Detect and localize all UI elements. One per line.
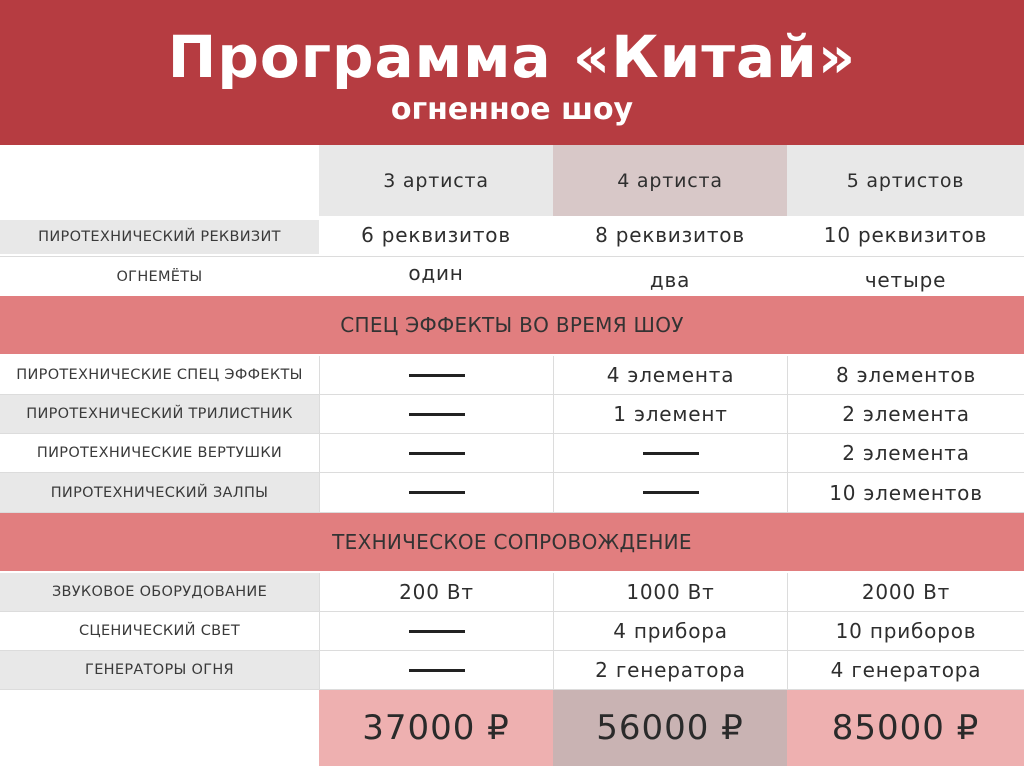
price-3-artists: 37000 ₽	[319, 690, 553, 766]
row-value: 4 генератора	[787, 651, 1024, 689]
table-row	[0, 612, 1024, 651]
row-value: 1000 Вт	[553, 573, 787, 611]
row-value: 8 элементов	[787, 356, 1024, 394]
dash-icon	[409, 491, 465, 494]
row-value: 10 элементов	[787, 473, 1024, 512]
row-value-empty	[553, 473, 787, 512]
row-value: 2 элемента	[787, 395, 1024, 433]
row-value-empty	[319, 434, 553, 472]
row-value: 6 реквизитов	[361, 223, 511, 247]
row-value: 10 реквизитов	[823, 223, 988, 247]
row-label: ПИРОТЕХНИЧЕСКИЙ ТРИЛИСТНИК	[0, 395, 319, 433]
table-row	[0, 473, 1024, 513]
section-header-effects: СПЕЦ ЭФФЕКТЫ ВО ВРЕМЯ ШОУ	[0, 296, 1024, 354]
row-value: 4 прибора	[553, 612, 787, 650]
table-row	[0, 356, 1024, 395]
row-label: ПИРОТЕХНИЧЕСКИЙ ЗАЛПЫ	[0, 473, 319, 512]
row-value-empty	[319, 395, 553, 433]
table-row	[0, 573, 1024, 612]
row-value: два	[649, 268, 691, 292]
column-header-4-artists: 4 артиста	[553, 145, 787, 216]
table-row	[0, 434, 1024, 473]
column-header-row	[0, 145, 1024, 216]
row-value: 2000 Вт	[787, 573, 1024, 611]
row-value: 2 генератора	[553, 651, 787, 689]
dash-icon	[409, 669, 465, 672]
row-value: четыре	[864, 268, 947, 292]
column-header-3-artists: 3 артиста	[319, 145, 553, 216]
row-value: 2 элемента	[787, 434, 1024, 472]
table-row	[0, 216, 1024, 256]
row-value: 1 элемент	[553, 395, 787, 433]
row-value: 10 приборов	[787, 612, 1024, 650]
dash-icon	[409, 413, 465, 416]
table-row	[0, 256, 1024, 297]
column-header-empty	[0, 145, 319, 216]
dash-icon	[643, 491, 699, 494]
price-row-empty	[0, 690, 319, 766]
row-value-empty	[319, 356, 553, 394]
row-label: ПИРОТЕХНИЧЕСКИЕ СПЕЦ ЭФФЕКТЫ	[16, 367, 303, 383]
row-value-empty	[553, 434, 787, 472]
column-header-5-artists: 5 артистов	[787, 145, 1024, 216]
price-row	[0, 690, 1024, 766]
dash-icon	[409, 630, 465, 633]
row-value: 8 реквизитов	[595, 223, 745, 247]
page-title: Программа «Китай»	[167, 23, 857, 91]
row-value: один	[408, 261, 464, 285]
table-row	[0, 395, 1024, 434]
row-value-empty	[319, 651, 553, 689]
row-label: ПИРОТЕХНИЧЕСКИЙ РЕКВИЗИТ	[0, 220, 319, 254]
row-label: ПИРОТЕХНИЧЕСКИЕ ВЕРТУШКИ	[36, 445, 283, 461]
page-subtitle: огненное шоу	[390, 92, 634, 127]
row-value-empty	[319, 612, 553, 650]
row-label: ЗВУКОВОЕ ОБОРУДОВАНИЕ	[0, 573, 319, 611]
section-header-tech: ТЕХНИЧЕСКОЕ СОПРОВОЖДЕНИЕ	[0, 513, 1024, 571]
dash-icon	[409, 452, 465, 455]
row-label: ГЕНЕРАТОРЫ ОГНЯ	[0, 651, 319, 689]
row-value: 4 элемента	[553, 356, 787, 394]
header-banner	[0, 0, 1024, 145]
price-4-artists: 56000 ₽	[553, 690, 787, 766]
row-label: ОГНЕМЁТЫ	[116, 269, 203, 285]
price-5-artists: 85000 ₽	[787, 690, 1024, 766]
dash-icon	[409, 374, 465, 377]
row-value-empty	[319, 473, 553, 512]
row-label: СЦЕНИЧЕСКИЙ СВЕТ	[78, 623, 240, 639]
row-value: 200 Вт	[319, 573, 553, 611]
dash-icon	[643, 452, 699, 455]
table-row	[0, 651, 1024, 690]
